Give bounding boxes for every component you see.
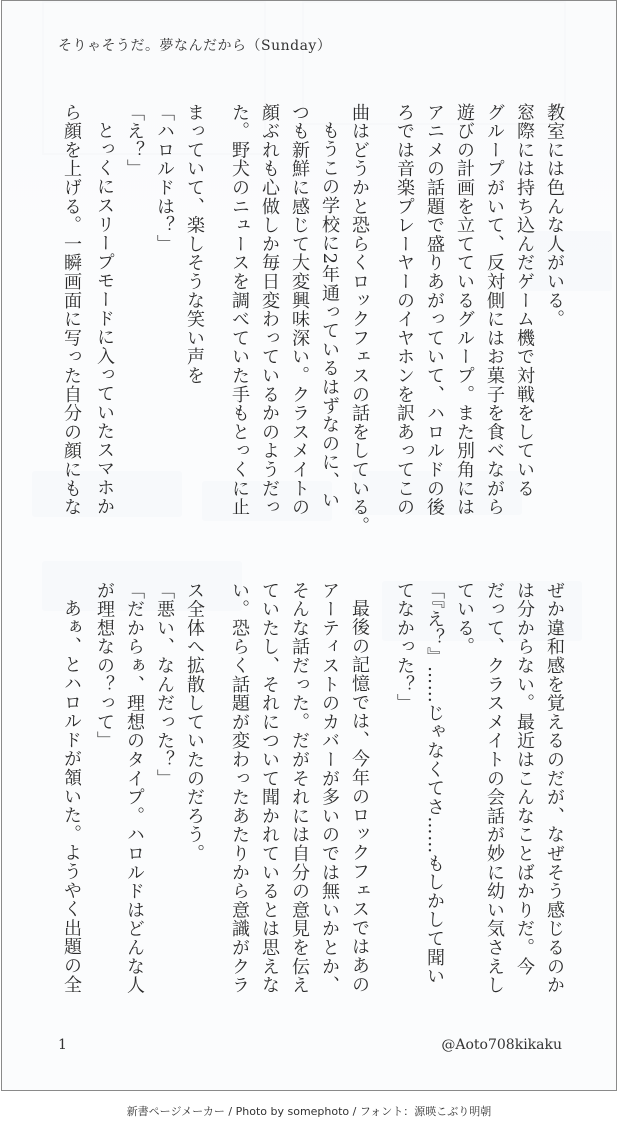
text-column: あぁ、とハロルドが頷いた。ようやく出題の全 — [61, 599, 82, 994]
text-column: 「『え？』……じゃなくてさ……もしかして聞い — [424, 581, 445, 986]
text-column: ら顔を上げる。一瞬画面に写った自分の顔にもな — [61, 103, 82, 517]
credit-line: 新書ページメーカー / Photo by somephoto / フォント：源暎こぶり明朝 — [126, 1105, 492, 1118]
page-header-title: そりゃそうだ。夢なんだから（Sunday） — [58, 38, 332, 54]
text-column: アーティストのカバーが多いのでは無いかとか、 — [319, 581, 340, 995]
text-column: 最後の記憶では、今年のロックフェスではあの — [349, 599, 370, 994]
text-column: 遊びの計画を立てているグループ。また別角には — [454, 103, 475, 517]
text-column: 顔ぶれも心做しか毎日変わっているかのようだっ — [259, 103, 280, 517]
text-column: もうこの学校に2年通っているはずなのに、い — [319, 121, 340, 510]
text-column: 曲はどうかと恐らくロックフェスの話をしている。 — [349, 103, 370, 536]
text-column: ろでは音楽プレーヤーのイヤホンを訳あってこの — [394, 103, 415, 517]
text-column: は分からない。最近はこんなことばかりだ。今 — [514, 581, 535, 976]
text-column: ス全体へ拡散していたのだろう。 — [184, 581, 205, 863]
text-column: が理想なの？って」 — [94, 581, 115, 751]
author-handle: @Aoto708kikaku — [441, 1037, 562, 1053]
text-column: た。野犬のニュースを調べていた手もとっくに止 — [229, 103, 250, 517]
text-column: グループがいて、反対側にはお菓子を食べながら — [484, 103, 505, 517]
text-column: まっていて、楽しそうな笑い声を — [184, 103, 205, 385]
text-column: 「悪い、なんだった？」 — [154, 581, 175, 788]
text-column: 「え？」 — [124, 103, 145, 179]
text-column: だって、クラスメイトの会話が妙に幼い気さえし — [484, 581, 505, 995]
text-column: 窓際には持ち込んだゲーム機で対戦をしている — [514, 103, 535, 498]
page-number: 1 — [58, 1037, 67, 1053]
text-column: ている。 — [454, 581, 475, 657]
text-column: 「ハロルドは？」 — [154, 103, 175, 254]
text-column: アニメの話題で盛りあがっていて、ハロルドの後 — [424, 103, 445, 517]
text-column: そんな話だった。だがそれには自分の意見を伝え — [289, 581, 310, 995]
text-column: い。恐らく話題が変わったあたりから意識がクラ — [229, 581, 250, 995]
text-column: 教室には色んな人がいる。 — [544, 103, 565, 329]
text-column: てなかった？」 — [394, 581, 415, 713]
text-column: とっくにスリープモードに入っていたスマホか — [94, 121, 115, 516]
text-column: ぜか違和感を覚えるのだが、なぜそう感じるのか — [544, 581, 565, 995]
text-column: ていたし、それについて聞かれているとは思えな — [259, 581, 280, 995]
text-column: 「だからぁ、理想のタイプ。ハロルドはどんな人 — [124, 581, 145, 995]
text-column: つも新鮮に感じて大変興味深い。クラスメイトの — [289, 103, 310, 517]
book-page — [1, 0, 617, 1091]
